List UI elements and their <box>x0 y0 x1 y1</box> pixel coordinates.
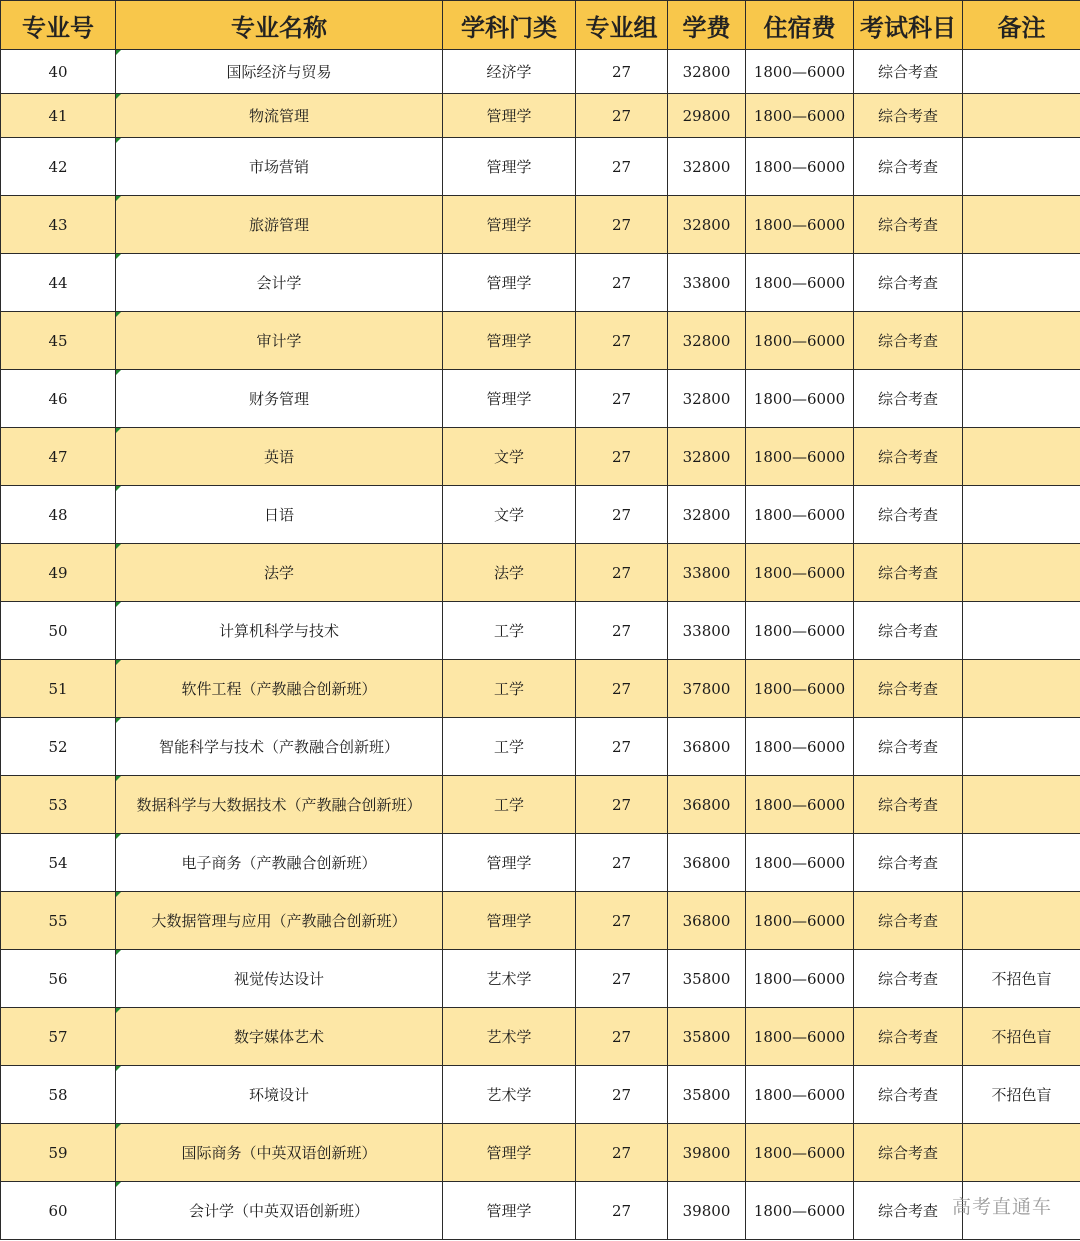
note-cell: 不招色盲 <box>963 950 1080 1008</box>
major-id-cell: 46 <box>1 370 116 428</box>
exam-cell: 综合考查 <box>854 138 963 196</box>
major-id-cell: 42 <box>1 138 116 196</box>
major-id-cell: 51 <box>1 660 116 718</box>
exam-cell: 综合考查 <box>854 1066 963 1124</box>
major-id-cell: 45 <box>1 312 116 370</box>
table-row <box>1 138 1080 196</box>
category-cell: 经济学 <box>443 50 576 94</box>
major-name-cell: 计算机科学与技术 <box>116 602 443 660</box>
group-cell: 27 <box>576 94 668 138</box>
group-cell: 27 <box>576 1008 668 1066</box>
dorm-fee-cell: 1800—6000 <box>746 1008 854 1066</box>
tuition-cell: 36800 <box>668 776 746 834</box>
tuition-cell: 29800 <box>668 94 746 138</box>
major-id-cell: 56 <box>1 950 116 1008</box>
note-cell <box>963 196 1080 254</box>
major-id-cell: 40 <box>1 50 116 94</box>
category-cell: 管理学 <box>443 834 576 892</box>
table-row <box>1 1066 1080 1124</box>
exam-cell: 综合考查 <box>854 254 963 312</box>
tuition-cell: 32800 <box>668 370 746 428</box>
major-id-cell: 57 <box>1 1008 116 1066</box>
table-row <box>1 254 1080 312</box>
group-cell: 27 <box>576 660 668 718</box>
note-cell <box>963 660 1080 718</box>
category-cell: 管理学 <box>443 1182 576 1240</box>
category-cell: 艺术学 <box>443 1008 576 1066</box>
table-row <box>1 428 1080 486</box>
group-cell: 27 <box>576 1124 668 1182</box>
exam-cell: 综合考查 <box>854 1124 963 1182</box>
table-row <box>1 834 1080 892</box>
major-name-cell: 视觉传达设计 <box>116 950 443 1008</box>
exam-cell: 综合考查 <box>854 1182 963 1240</box>
major-name-cell: 法学 <box>116 544 443 602</box>
exam-cell: 综合考查 <box>854 370 963 428</box>
exam-cell: 综合考查 <box>854 428 963 486</box>
major-name-cell: 大数据管理与应用（产教融合创新班） <box>116 892 443 950</box>
table-row <box>1 94 1080 138</box>
exam-cell: 综合考查 <box>854 776 963 834</box>
tuition-cell: 35800 <box>668 1066 746 1124</box>
dorm-fee-cell: 1800—6000 <box>746 1124 854 1182</box>
table-row <box>1 776 1080 834</box>
tuition-cell: 39800 <box>668 1182 746 1240</box>
category-cell: 管理学 <box>443 94 576 138</box>
table-row <box>1 370 1080 428</box>
major-id-cell: 44 <box>1 254 116 312</box>
group-cell: 27 <box>576 776 668 834</box>
major-name-cell: 财务管理 <box>116 370 443 428</box>
tuition-cell: 32800 <box>668 196 746 254</box>
dorm-fee-cell: 1800—6000 <box>746 94 854 138</box>
table-row <box>1 50 1080 94</box>
tuition-cell: 32800 <box>668 486 746 544</box>
category-cell: 艺术学 <box>443 1066 576 1124</box>
table-row <box>1 544 1080 602</box>
table-row <box>1 486 1080 544</box>
note-cell <box>963 370 1080 428</box>
header-major-name: 专业名称 <box>116 1 443 50</box>
major-id-cell: 48 <box>1 486 116 544</box>
dorm-fee-cell: 1800—6000 <box>746 196 854 254</box>
major-name-cell: 国际经济与贸易 <box>116 50 443 94</box>
tuition-cell: 33800 <box>668 602 746 660</box>
table-row <box>1 312 1080 370</box>
category-cell: 工学 <box>443 718 576 776</box>
category-cell: 法学 <box>443 544 576 602</box>
group-cell: 27 <box>576 1066 668 1124</box>
note-cell <box>963 1124 1080 1182</box>
tuition-cell: 33800 <box>668 544 746 602</box>
group-cell: 27 <box>576 50 668 94</box>
major-name-cell: 会计学（中英双语创新班） <box>116 1182 443 1240</box>
exam-cell: 综合考查 <box>854 660 963 718</box>
major-name-cell: 日语 <box>116 486 443 544</box>
major-id-cell: 59 <box>1 1124 116 1182</box>
group-cell: 27 <box>576 428 668 486</box>
major-name-cell: 旅游管理 <box>116 196 443 254</box>
major-id-cell: 60 <box>1 1182 116 1240</box>
table-row <box>1 950 1080 1008</box>
major-name-cell: 软件工程（产教融合创新班） <box>116 660 443 718</box>
category-cell: 艺术学 <box>443 950 576 1008</box>
exam-cell: 综合考查 <box>854 50 963 94</box>
header-row <box>1 1 1080 50</box>
header-tuition: 学费 <box>668 1 746 50</box>
major-id-cell: 54 <box>1 834 116 892</box>
note-cell <box>963 718 1080 776</box>
tuition-cell: 35800 <box>668 950 746 1008</box>
dorm-fee-cell: 1800—6000 <box>746 892 854 950</box>
dorm-fee-cell: 1800—6000 <box>746 1066 854 1124</box>
group-cell: 27 <box>576 370 668 428</box>
category-cell: 管理学 <box>443 312 576 370</box>
group-cell: 27 <box>576 196 668 254</box>
major-id-cell: 43 <box>1 196 116 254</box>
group-cell: 27 <box>576 892 668 950</box>
category-cell: 工学 <box>443 660 576 718</box>
group-cell: 27 <box>576 1182 668 1240</box>
table-row <box>1 196 1080 254</box>
table-body <box>1 50 1080 1240</box>
dorm-fee-cell: 1800—6000 <box>746 776 854 834</box>
major-name-cell: 电子商务（产教融合创新班） <box>116 834 443 892</box>
note-cell <box>963 50 1080 94</box>
group-cell: 27 <box>576 312 668 370</box>
group-cell: 27 <box>576 602 668 660</box>
note-cell <box>963 834 1080 892</box>
header-dorm-fee: 住宿费 <box>746 1 854 50</box>
major-name-cell: 数据科学与大数据技术（产教融合创新班） <box>116 776 443 834</box>
category-cell: 管理学 <box>443 254 576 312</box>
header-note: 备注 <box>963 1 1080 50</box>
table-row <box>1 602 1080 660</box>
major-id-cell: 53 <box>1 776 116 834</box>
category-cell: 管理学 <box>443 1124 576 1182</box>
note-cell <box>963 602 1080 660</box>
major-name-cell: 国际商务（中英双语创新班） <box>116 1124 443 1182</box>
dorm-fee-cell: 1800—6000 <box>746 254 854 312</box>
major-name-cell: 环境设计 <box>116 1066 443 1124</box>
exam-cell: 综合考查 <box>854 892 963 950</box>
major-id-cell: 50 <box>1 602 116 660</box>
note-cell <box>963 94 1080 138</box>
tuition-cell: 32800 <box>668 50 746 94</box>
major-id-cell: 47 <box>1 428 116 486</box>
header-major-id: 专业号 <box>1 1 116 50</box>
note-cell <box>963 486 1080 544</box>
tuition-cell: 36800 <box>668 892 746 950</box>
category-cell: 管理学 <box>443 370 576 428</box>
tuition-cell: 32800 <box>668 138 746 196</box>
exam-cell: 综合考查 <box>854 950 963 1008</box>
group-cell: 27 <box>576 544 668 602</box>
tuition-cell: 37800 <box>668 660 746 718</box>
tuition-cell: 32800 <box>668 428 746 486</box>
exam-cell: 综合考查 <box>854 1008 963 1066</box>
dorm-fee-cell: 1800—6000 <box>746 428 854 486</box>
note-cell: 不招色盲 <box>963 1008 1080 1066</box>
dorm-fee-cell: 1800—6000 <box>746 138 854 196</box>
table-row <box>1 718 1080 776</box>
category-cell: 工学 <box>443 776 576 834</box>
table-row <box>1 1124 1080 1182</box>
category-cell: 文学 <box>443 486 576 544</box>
tuition-cell: 33800 <box>668 254 746 312</box>
dorm-fee-cell: 1800—6000 <box>746 834 854 892</box>
note-cell <box>963 544 1080 602</box>
tuition-cell: 36800 <box>668 718 746 776</box>
note-cell <box>963 892 1080 950</box>
tuition-cell: 35800 <box>668 1008 746 1066</box>
major-name-cell: 市场营销 <box>116 138 443 196</box>
note-cell <box>963 428 1080 486</box>
exam-cell: 综合考查 <box>854 196 963 254</box>
dorm-fee-cell: 1800—6000 <box>746 1182 854 1240</box>
major-id-cell: 58 <box>1 1066 116 1124</box>
exam-cell: 综合考查 <box>854 718 963 776</box>
watermark: 高考直通车 <box>951 1196 1052 1218</box>
table-row <box>1 1008 1080 1066</box>
note-cell <box>963 254 1080 312</box>
table-row <box>1 892 1080 950</box>
category-cell: 管理学 <box>443 196 576 254</box>
dorm-fee-cell: 1800—6000 <box>746 312 854 370</box>
dorm-fee-cell: 1800—6000 <box>746 950 854 1008</box>
header-group: 专业组 <box>576 1 668 50</box>
note-cell <box>963 312 1080 370</box>
exam-cell: 综合考查 <box>854 312 963 370</box>
major-id-cell: 49 <box>1 544 116 602</box>
exam-cell: 综合考查 <box>854 94 963 138</box>
major-name-cell: 物流管理 <box>116 94 443 138</box>
dorm-fee-cell: 1800—6000 <box>746 544 854 602</box>
dorm-fee-cell: 1800—6000 <box>746 602 854 660</box>
group-cell: 27 <box>576 486 668 544</box>
exam-cell: 综合考查 <box>854 834 963 892</box>
group-cell: 27 <box>576 834 668 892</box>
group-cell: 27 <box>576 718 668 776</box>
table-row <box>1 660 1080 718</box>
major-id-cell: 52 <box>1 718 116 776</box>
tuition-cell: 36800 <box>668 834 746 892</box>
major-name-cell: 会计学 <box>116 254 443 312</box>
major-name-cell: 数字媒体艺术 <box>116 1008 443 1066</box>
exam-cell: 综合考查 <box>854 544 963 602</box>
exam-cell: 综合考查 <box>854 486 963 544</box>
tuition-cell: 39800 <box>668 1124 746 1182</box>
major-name-cell: 英语 <box>116 428 443 486</box>
dorm-fee-cell: 1800—6000 <box>746 660 854 718</box>
group-cell: 27 <box>576 138 668 196</box>
header-category: 学科门类 <box>443 1 576 50</box>
category-cell: 管理学 <box>443 892 576 950</box>
group-cell: 27 <box>576 950 668 1008</box>
major-id-cell: 55 <box>1 892 116 950</box>
exam-cell: 综合考查 <box>854 602 963 660</box>
major-name-cell: 智能科学与技术（产教融合创新班） <box>116 718 443 776</box>
major-name-cell: 审计学 <box>116 312 443 370</box>
header-exam: 考试科目 <box>854 1 963 50</box>
dorm-fee-cell: 1800—6000 <box>746 486 854 544</box>
major-id-cell: 41 <box>1 94 116 138</box>
note-cell: 不招色盲 <box>963 1066 1080 1124</box>
dorm-fee-cell: 1800—6000 <box>746 370 854 428</box>
dorm-fee-cell: 1800—6000 <box>746 50 854 94</box>
dorm-fee-cell: 1800—6000 <box>746 718 854 776</box>
category-cell: 文学 <box>443 428 576 486</box>
note-cell <box>963 138 1080 196</box>
category-cell: 管理学 <box>443 138 576 196</box>
tuition-cell: 32800 <box>668 312 746 370</box>
note-cell <box>963 776 1080 834</box>
group-cell: 27 <box>576 254 668 312</box>
table-row <box>1 1182 1080 1240</box>
category-cell: 工学 <box>443 602 576 660</box>
